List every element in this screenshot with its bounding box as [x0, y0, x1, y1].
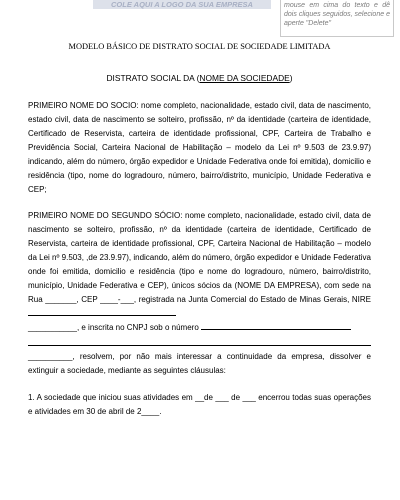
- model-title: MODELO BÁSICO DE DISTRATO SOCIAL DE SOCIEDADE LIMITADA: [68, 42, 331, 51]
- document-title: [28, 71, 371, 85]
- nire-blank-line[interactable]: [28, 315, 176, 316]
- delete-instruction-note: mouse em cima do texto e dê dois cliques seguidos, selecione e aperte "Delete": [280, 0, 394, 37]
- first-partner-paragraph: PRIMEIRO NOME DO SOCIO: nome completo, nacionalidade, estado civil, data de nascimento, estado civil, data de nascimento se solteiro, profissão, nº da identidade (carteira de identidade, Certificado de Reservista, carteira de identidade profissional, CPF, Carteira de Trabalho e Previdência Social, Carteira Nacional de Habilitação – modelo da Lei nº 9.503 de 23.9.97) indicando, além do número, órgão expedidor e Unidade Federativa onde foi emitida), domicilio e residência (tipo, nome do logradouro, número, bairro/distrito, município, Unidade Federativa e CEP;: [28, 101, 371, 194]
- cnpj-blank-line[interactable]: [201, 329, 351, 330]
- clause-1: 1. A sociedade que iniciou suas atividades em __de ___ de ___ encerrou todas suas operações e atividades em 30 de abril de 2____.: [28, 393, 371, 416]
- logo-placeholder[interactable]: COLE AQUI A LOGO DA SUA EMPRESA: [93, 0, 271, 9]
- cnpj-line: [28, 321, 371, 335]
- resolution-paragraph: __________, resolvem, por não mais interessar a continuidade da empresa, dissolver e extinguir a sociedade, mediante as seguintes cláusulas:: [28, 352, 371, 375]
- document-body: [28, 40, 371, 419]
- second-partner-text: PRIMEIRO NOME DO SEGUNDO SÓCIO: nome completo, nacionalidade, estado civil, data de nascimento se solteiro, profissão, nº da identidade (carteira de identidade, Certificado de Reservista, carteira de identidade profissional, CPF, Carteira Nacional de Habilitação – modelo da Lei nº 9.503, ,de 23.9.97), indicando, além do número, órgão expedidor e Unidade Federativa onde foi emitida, domicilio e residência (tipo e nome do logradouro, número, bairro/distrito, município, Unidade Federativa e CEP), únicos sócios da (NOME DA EMPRESA), com sede na Rua _______, CEP ____-___, registrada na Junta Comercial do Estado de Minas Gerais, NIRE: [28, 211, 371, 304]
- title-prefix: DISTRATO SOCIAL DA (: [106, 73, 200, 83]
- title-company-name: NOME DA SOCIEDADE: [199, 73, 290, 83]
- blank-line-1[interactable]: [28, 335, 371, 346]
- second-partner-paragraph: [28, 209, 371, 321]
- cnpj-text: ___________, e inscrita no CNPJ sob o número: [28, 323, 199, 332]
- title-suffix: ): [289, 73, 293, 83]
